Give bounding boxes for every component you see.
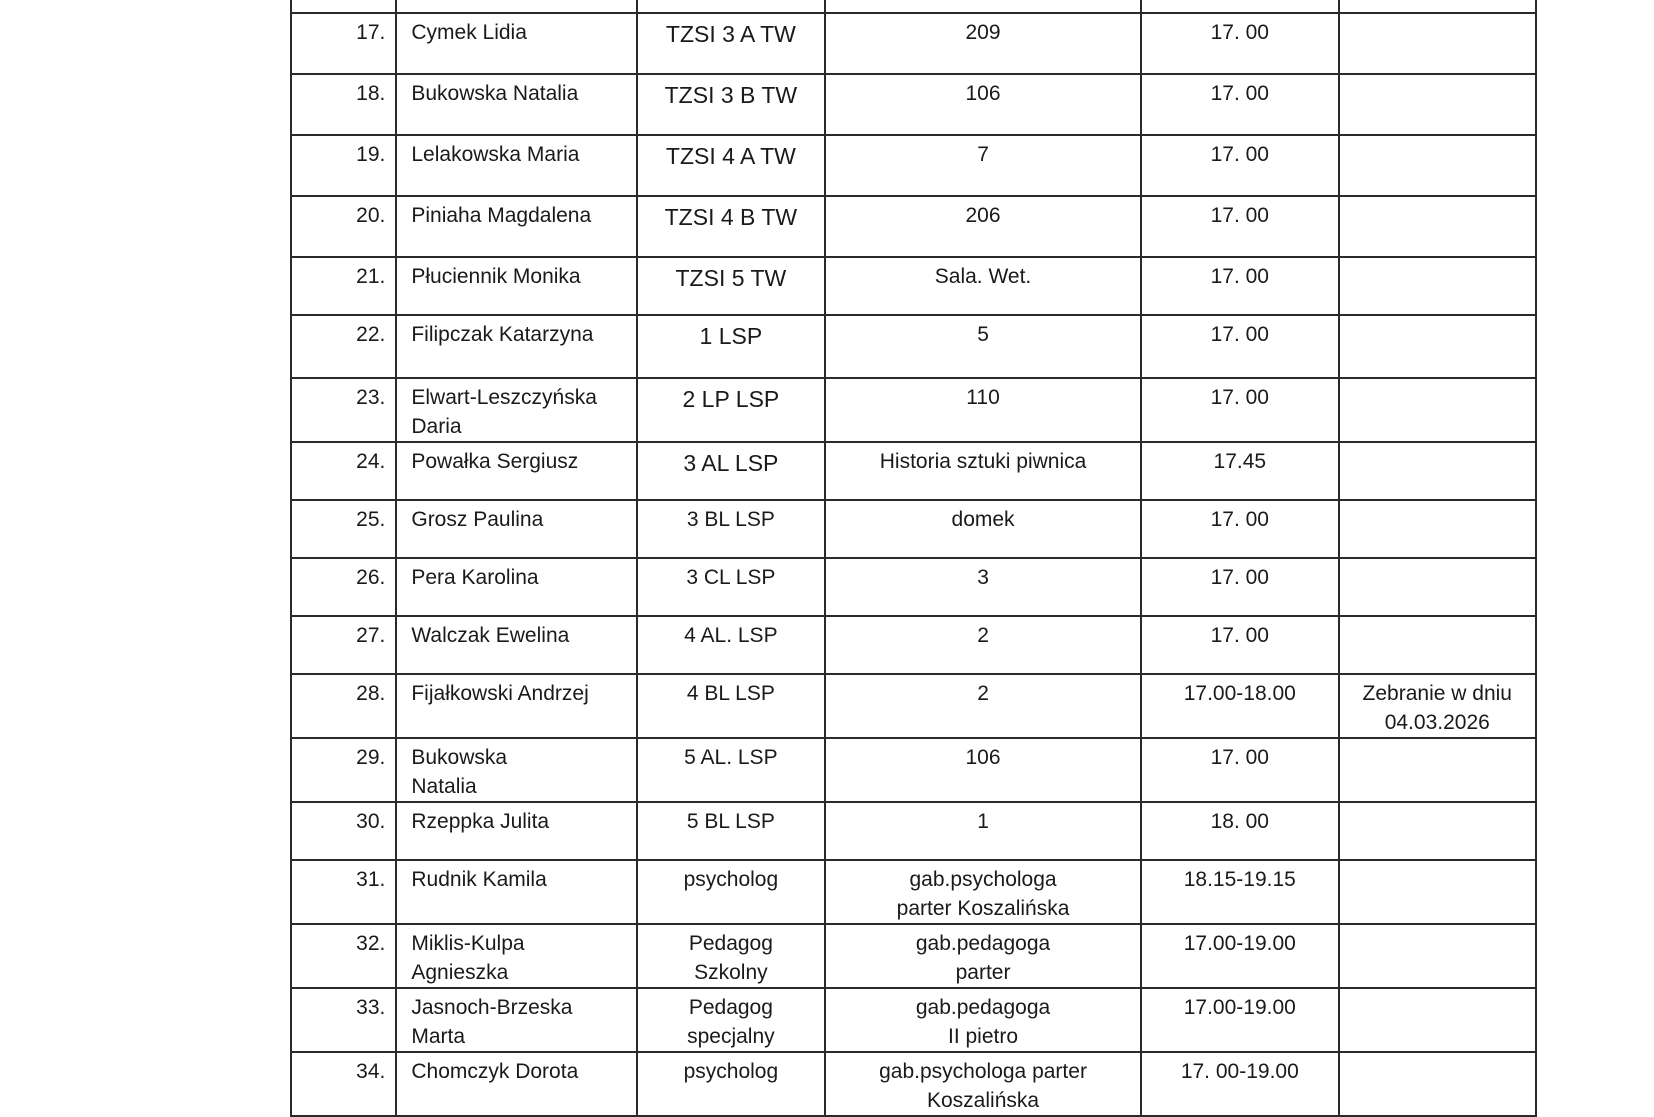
cell-time: 17.00-19.00	[1141, 924, 1338, 988]
cell-teacher-name: Elwart-Leszczyńska Daria	[396, 378, 636, 442]
cell-room: gab.pedagoga II pietro	[825, 988, 1141, 1052]
cell-note	[1339, 13, 1536, 74]
table-row	[291, 738, 1536, 802]
cell-number: 34.	[291, 1052, 396, 1116]
cell-teacher-name: Bukowska Natalia	[396, 738, 636, 802]
table-row	[291, 988, 1536, 1052]
table-row-top-partial	[291, 0, 1536, 13]
cell-room: gab.psychologa parter Koszalińska	[825, 1052, 1141, 1116]
cell-class: 3 BL LSP	[637, 500, 825, 558]
cell-number: 17.	[291, 13, 396, 74]
table-row	[291, 135, 1536, 196]
cell-teacher-name: Cymek Lidia	[396, 13, 636, 74]
cell-note	[1339, 74, 1536, 135]
cell-number: 31.	[291, 860, 396, 924]
cell-number: 18.	[291, 74, 396, 135]
cell-note: Zebranie w dniu 04.03.2026	[1339, 674, 1536, 738]
cell-class: 3 CL LSP	[637, 558, 825, 616]
cell-empty	[291, 0, 396, 13]
cell-empty	[637, 0, 825, 13]
cell-class: 1 LSP	[637, 315, 825, 378]
cell-time: 17. 00	[1141, 13, 1338, 74]
cell-room: 206	[825, 196, 1141, 257]
table-row	[291, 500, 1536, 558]
cell-time: 18.15-19.15	[1141, 860, 1338, 924]
cell-note	[1339, 378, 1536, 442]
cell-note	[1339, 988, 1536, 1052]
cell-time: 17. 00-19.00	[1141, 1052, 1338, 1116]
cell-room: Sala. Wet.	[825, 257, 1141, 315]
cell-time: 17.45	[1141, 442, 1338, 500]
cell-empty	[1141, 0, 1338, 13]
cell-time: 17. 00	[1141, 558, 1338, 616]
cell-room: domek	[825, 500, 1141, 558]
cell-teacher-name: Jasnoch-Brzeska Marta	[396, 988, 636, 1052]
cell-teacher-name: Płuciennik Monika	[396, 257, 636, 315]
cell-time: 17.00-18.00	[1141, 674, 1338, 738]
cell-time: 17. 00	[1141, 500, 1338, 558]
cell-room: 1	[825, 802, 1141, 860]
cell-time: 17. 00	[1141, 196, 1338, 257]
table-row	[291, 257, 1536, 315]
cell-number: 25.	[291, 500, 396, 558]
cell-note	[1339, 135, 1536, 196]
cell-note	[1339, 500, 1536, 558]
cell-time: 17. 00	[1141, 257, 1338, 315]
cell-class: TZSI 3 A TW	[637, 13, 825, 74]
cell-room: 5	[825, 315, 1141, 378]
cell-time: 17. 00	[1141, 315, 1338, 378]
cell-number: 29.	[291, 738, 396, 802]
cell-note	[1339, 558, 1536, 616]
cell-note	[1339, 802, 1536, 860]
cell-note	[1339, 616, 1536, 674]
cell-note	[1339, 738, 1536, 802]
cell-empty	[1339, 0, 1536, 13]
cell-room: 106	[825, 74, 1141, 135]
table-row	[291, 924, 1536, 988]
cell-note	[1339, 257, 1536, 315]
cell-class: 5 AL. LSP	[637, 738, 825, 802]
table-row	[291, 196, 1536, 257]
table-row	[291, 378, 1536, 442]
cell-class: TZSI 5 TW	[637, 257, 825, 315]
cell-class: psycholog	[637, 1052, 825, 1116]
cell-number: 20.	[291, 196, 396, 257]
cell-time: 17. 00	[1141, 135, 1338, 196]
cell-teacher-name: Powałka Sergiusz	[396, 442, 636, 500]
cell-room: 2	[825, 616, 1141, 674]
cell-number: 21.	[291, 257, 396, 315]
table-row	[291, 74, 1536, 135]
cell-teacher-name: Lelakowska Maria	[396, 135, 636, 196]
cell-number: 27.	[291, 616, 396, 674]
cell-class: 2 LP LSP	[637, 378, 825, 442]
cell-room: 3	[825, 558, 1141, 616]
cell-time: 18. 00	[1141, 802, 1338, 860]
cell-teacher-name: Rzeppka Julita	[396, 802, 636, 860]
cell-note	[1339, 924, 1536, 988]
cell-number: 30.	[291, 802, 396, 860]
cell-room: gab.pedagoga parter	[825, 924, 1141, 988]
cell-number: 24.	[291, 442, 396, 500]
cell-number: 22.	[291, 315, 396, 378]
table-row	[291, 860, 1536, 924]
cell-class: TZSI 4 A TW	[637, 135, 825, 196]
cell-teacher-name: Filipczak Katarzyna	[396, 315, 636, 378]
cell-time: 17. 00	[1141, 74, 1338, 135]
cell-number: 33.	[291, 988, 396, 1052]
cell-empty	[396, 0, 636, 13]
cell-class: TZSI 4 B TW	[637, 196, 825, 257]
cell-time: 17. 00	[1141, 616, 1338, 674]
table-row	[291, 674, 1536, 738]
cell-room: 110	[825, 378, 1141, 442]
cell-teacher-name: Miklis-Kulpa Agnieszka	[396, 924, 636, 988]
table-row	[291, 442, 1536, 500]
cell-room: gab.psychologa parter Koszalińska	[825, 860, 1141, 924]
cell-class: 5 BL LSP	[637, 802, 825, 860]
cell-class: Pedagog Szkolny	[637, 924, 825, 988]
cell-teacher-name: Chomczyk Dorota	[396, 1052, 636, 1116]
meeting-schedule-table	[290, 0, 1537, 1117]
cell-class: 4 BL LSP	[637, 674, 825, 738]
table-row	[291, 802, 1536, 860]
cell-number: 19.	[291, 135, 396, 196]
cell-teacher-name: Walczak Ewelina	[396, 616, 636, 674]
table-row	[291, 13, 1536, 74]
cell-note	[1339, 860, 1536, 924]
table-row	[291, 1052, 1536, 1116]
cell-time: 17.00-19.00	[1141, 988, 1338, 1052]
cell-note	[1339, 196, 1536, 257]
cell-note	[1339, 1052, 1536, 1116]
cell-time: 17. 00	[1141, 378, 1338, 442]
cell-number: 28.	[291, 674, 396, 738]
table-row	[291, 315, 1536, 378]
cell-room: 106	[825, 738, 1141, 802]
cell-number: 23.	[291, 378, 396, 442]
cell-class: 4 AL. LSP	[637, 616, 825, 674]
cell-teacher-name: Bukowska Natalia	[396, 74, 636, 135]
cell-class: psycholog	[637, 860, 825, 924]
table-row	[291, 616, 1536, 674]
cell-room: Historia sztuki piwnica	[825, 442, 1141, 500]
cell-time: 17. 00	[1141, 738, 1338, 802]
cell-room: 2	[825, 674, 1141, 738]
cell-note	[1339, 442, 1536, 500]
cell-teacher-name: Pera Karolina	[396, 558, 636, 616]
cell-teacher-name: Piniaha Magdalena	[396, 196, 636, 257]
cell-number: 26.	[291, 558, 396, 616]
cell-room: 7	[825, 135, 1141, 196]
cell-class: Pedagog specjalny	[637, 988, 825, 1052]
cell-empty	[825, 0, 1141, 13]
cell-class: TZSI 3 B TW	[637, 74, 825, 135]
cell-note	[1339, 315, 1536, 378]
cell-teacher-name: Grosz Paulina	[396, 500, 636, 558]
cell-number: 32.	[291, 924, 396, 988]
cell-class: 3 AL LSP	[637, 442, 825, 500]
table-row	[291, 558, 1536, 616]
cell-room: 209	[825, 13, 1141, 74]
cell-teacher-name: Fijałkowski Andrzej	[396, 674, 636, 738]
cell-teacher-name: Rudnik Kamila	[396, 860, 636, 924]
